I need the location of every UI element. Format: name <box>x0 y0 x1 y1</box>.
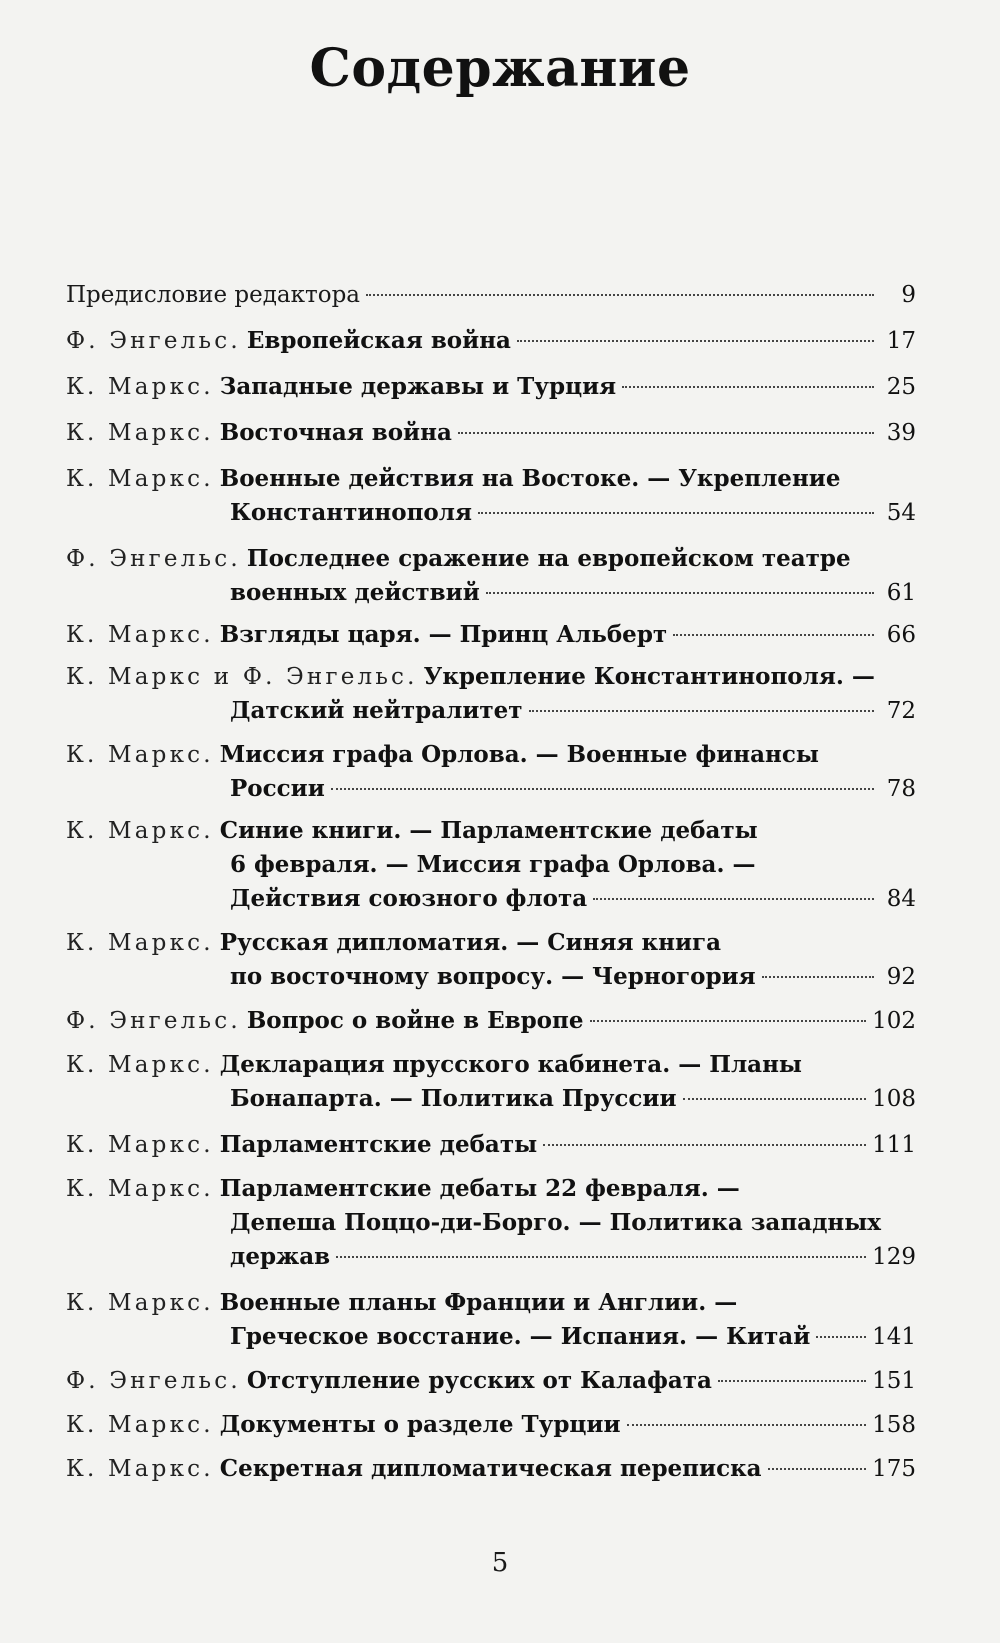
table-of-contents <box>66 268 916 1486</box>
toc-title: Документы о разделе Турции <box>219 1411 621 1438</box>
leader-dots <box>622 386 874 388</box>
toc-entry <box>66 542 916 610</box>
toc-title: Декларация прусского кабинета. — Планы <box>219 1051 802 1078</box>
toc-author: К. Маркс. <box>66 742 214 768</box>
toc-title: Греческое восстание. — Испания. — Китай <box>230 1323 811 1350</box>
toc-title: Миссия графа Орлова. — Военные финансы <box>219 741 819 768</box>
leader-dots <box>590 1020 867 1022</box>
leader-dots <box>529 710 874 712</box>
leader-dots <box>718 1380 866 1382</box>
toc-title: Взгляды царя. — Принц Альберт <box>219 621 668 648</box>
toc-author: К. Маркс. <box>66 1052 214 1078</box>
toc-title: Константинополя <box>230 499 472 526</box>
toc-author: К. Маркс. <box>66 930 214 956</box>
toc-title: Последнее сражение на европейском театре <box>246 545 851 572</box>
toc-entry-line <box>66 462 916 496</box>
toc-entry <box>66 462 916 530</box>
toc-entry <box>66 324 916 358</box>
toc-page-number: 9 <box>901 282 916 308</box>
toc-entry-line <box>66 1286 916 1320</box>
leader-dots <box>366 294 874 296</box>
toc-page-number: 72 <box>886 698 916 724</box>
toc-entry <box>66 618 916 652</box>
toc-entry-line <box>66 618 916 652</box>
toc-entry-line <box>66 576 916 610</box>
toc-page-number: 111 <box>872 1132 916 1158</box>
toc-page-number: 78 <box>886 776 916 802</box>
toc-title: Парламентские дебаты 22 февраля. — <box>219 1175 740 1202</box>
toc-entry-line <box>66 1082 916 1116</box>
toc-title: Западные державы и Турция <box>219 373 617 400</box>
toc-entry-line <box>66 1206 916 1240</box>
leader-dots <box>331 788 874 790</box>
toc-entry <box>66 1048 916 1116</box>
toc-entry <box>66 660 916 728</box>
toc-entry-line <box>66 542 916 576</box>
toc-entry-line <box>66 882 916 916</box>
toc-page-number: 17 <box>886 328 916 354</box>
leader-dots <box>336 1256 866 1258</box>
toc-author: Ф. Энгельс. <box>66 328 241 354</box>
toc-entry-line <box>66 772 916 806</box>
leader-dots <box>517 340 874 342</box>
toc-entry-line <box>66 848 916 882</box>
toc-title: Действия союзного флота <box>230 885 588 912</box>
toc-entry-line <box>66 1048 916 1082</box>
toc-entry-line <box>66 1240 916 1274</box>
toc-entry <box>66 1004 916 1038</box>
toc-author: К. Маркс. <box>66 1456 214 1482</box>
toc-page-number: 92 <box>886 964 916 990</box>
toc-title: Депеша Поццо-ди-Борго. — Политика западных <box>230 1209 881 1236</box>
toc-page-number: 54 <box>886 500 916 526</box>
toc-entry <box>66 1128 916 1162</box>
toc-title: Европейская война <box>246 327 511 354</box>
toc-entry-line <box>66 496 916 530</box>
toc-title: России <box>230 775 325 802</box>
toc-title: Синие книги. — Парламентские дебаты <box>219 817 758 844</box>
toc-entry <box>66 416 916 450</box>
toc-entry-line <box>66 324 916 358</box>
toc-author: Ф. Энгельс. <box>66 1368 241 1394</box>
toc-entry <box>66 1408 916 1442</box>
toc-author: К. Маркс. <box>66 1290 214 1316</box>
toc-entry-line <box>66 1004 916 1038</box>
toc-author: К. Маркс. <box>66 374 214 400</box>
toc-title: Русская дипломатия. — Синяя книга <box>219 929 721 956</box>
toc-author: К. Маркс. <box>66 466 214 492</box>
toc-entry-line <box>66 660 916 694</box>
toc-title: Датский нейтралитет <box>230 697 523 724</box>
toc-author: К. Маркс. <box>66 622 214 648</box>
toc-entry-line <box>66 1452 916 1486</box>
toc-title: Предисловие редактора <box>66 282 361 308</box>
leader-dots <box>593 898 874 900</box>
toc-title: военных действий <box>230 579 480 606</box>
toc-page-number: 61 <box>886 580 916 606</box>
page-number: 5 <box>491 1548 509 1578</box>
toc-title: по восточному вопросу. — Черногория <box>230 963 756 990</box>
leader-dots <box>458 432 874 434</box>
toc-author: К. Маркс. <box>66 1176 214 1202</box>
toc-page-number: 141 <box>872 1324 916 1350</box>
toc-entry <box>66 814 916 916</box>
leader-dots <box>683 1098 867 1100</box>
toc-entry-line <box>66 694 916 728</box>
toc-entry <box>66 278 916 312</box>
leader-dots <box>816 1336 866 1338</box>
toc-title: Военные планы Франции и Англии. — <box>219 1289 738 1316</box>
toc-page-number: 158 <box>872 1412 916 1438</box>
toc-page-number: 129 <box>872 1244 916 1270</box>
toc-entry-line <box>66 926 916 960</box>
toc-title: 6 февраля. — Миссия графа Орлова. — <box>230 851 756 878</box>
toc-title: держав <box>230 1243 331 1270</box>
toc-author: К. Маркс. <box>66 420 214 446</box>
toc-title: Военные действия на Востоке. — Укрепление <box>219 465 841 492</box>
toc-author: К. Маркс. <box>66 818 214 844</box>
toc-entry-line <box>66 370 916 404</box>
toc-page-number: 175 <box>872 1456 916 1482</box>
toc-page-number: 108 <box>872 1086 916 1112</box>
toc-entry <box>66 926 916 994</box>
toc-entry <box>66 1172 916 1274</box>
toc-entry-line <box>66 416 916 450</box>
toc-title: Парламентские дебаты <box>219 1131 538 1158</box>
toc-author: К. Маркс. <box>66 1412 214 1438</box>
toc-author: Ф. Энгельс. <box>66 1008 241 1034</box>
toc-entry <box>66 1286 916 1354</box>
toc-entry-line <box>66 738 916 772</box>
toc-title: Вопрос о войне в Европе <box>246 1007 584 1034</box>
toc-entry <box>66 738 916 806</box>
toc-author: К. Маркс и Ф. Энгельс. <box>66 664 418 690</box>
leader-dots <box>768 1468 867 1470</box>
toc-entry-line <box>66 278 916 312</box>
toc-title: Укрепление Константинополя. — <box>423 663 875 690</box>
toc-title: Бонапарта. — Политика Пруссии <box>230 1085 677 1112</box>
leader-dots <box>762 976 874 978</box>
toc-entry-line <box>66 1172 916 1206</box>
toc-entry-line <box>66 1320 916 1354</box>
toc-page-number: 39 <box>886 420 916 446</box>
toc-page-number: 66 <box>886 622 916 648</box>
toc-entry <box>66 1364 916 1398</box>
toc-entry <box>66 370 916 404</box>
toc-entry-line <box>66 1364 916 1398</box>
toc-entry <box>66 1452 916 1486</box>
toc-page-number: 84 <box>886 886 916 912</box>
leader-dots <box>543 1144 866 1146</box>
leader-dots <box>673 634 874 636</box>
toc-title: Секретная дипломатическая переписка <box>219 1455 762 1482</box>
leader-dots <box>486 592 874 594</box>
toc-title: Восточная война <box>219 419 452 446</box>
toc-page-number: 102 <box>872 1008 916 1034</box>
toc-entry-line <box>66 1128 916 1162</box>
leader-dots <box>478 512 874 514</box>
page-title: Содержание <box>309 38 691 99</box>
toc-page-number: 151 <box>872 1368 916 1394</box>
toc-author: К. Маркс. <box>66 1132 214 1158</box>
toc-entry-line <box>66 1408 916 1442</box>
toc-title: Отступление русских от Калафата <box>246 1367 712 1394</box>
toc-entry-line <box>66 960 916 994</box>
toc-page-number: 25 <box>886 374 916 400</box>
leader-dots <box>627 1424 867 1426</box>
toc-author: Ф. Энгельс. <box>66 546 241 572</box>
toc-entry-line <box>66 814 916 848</box>
